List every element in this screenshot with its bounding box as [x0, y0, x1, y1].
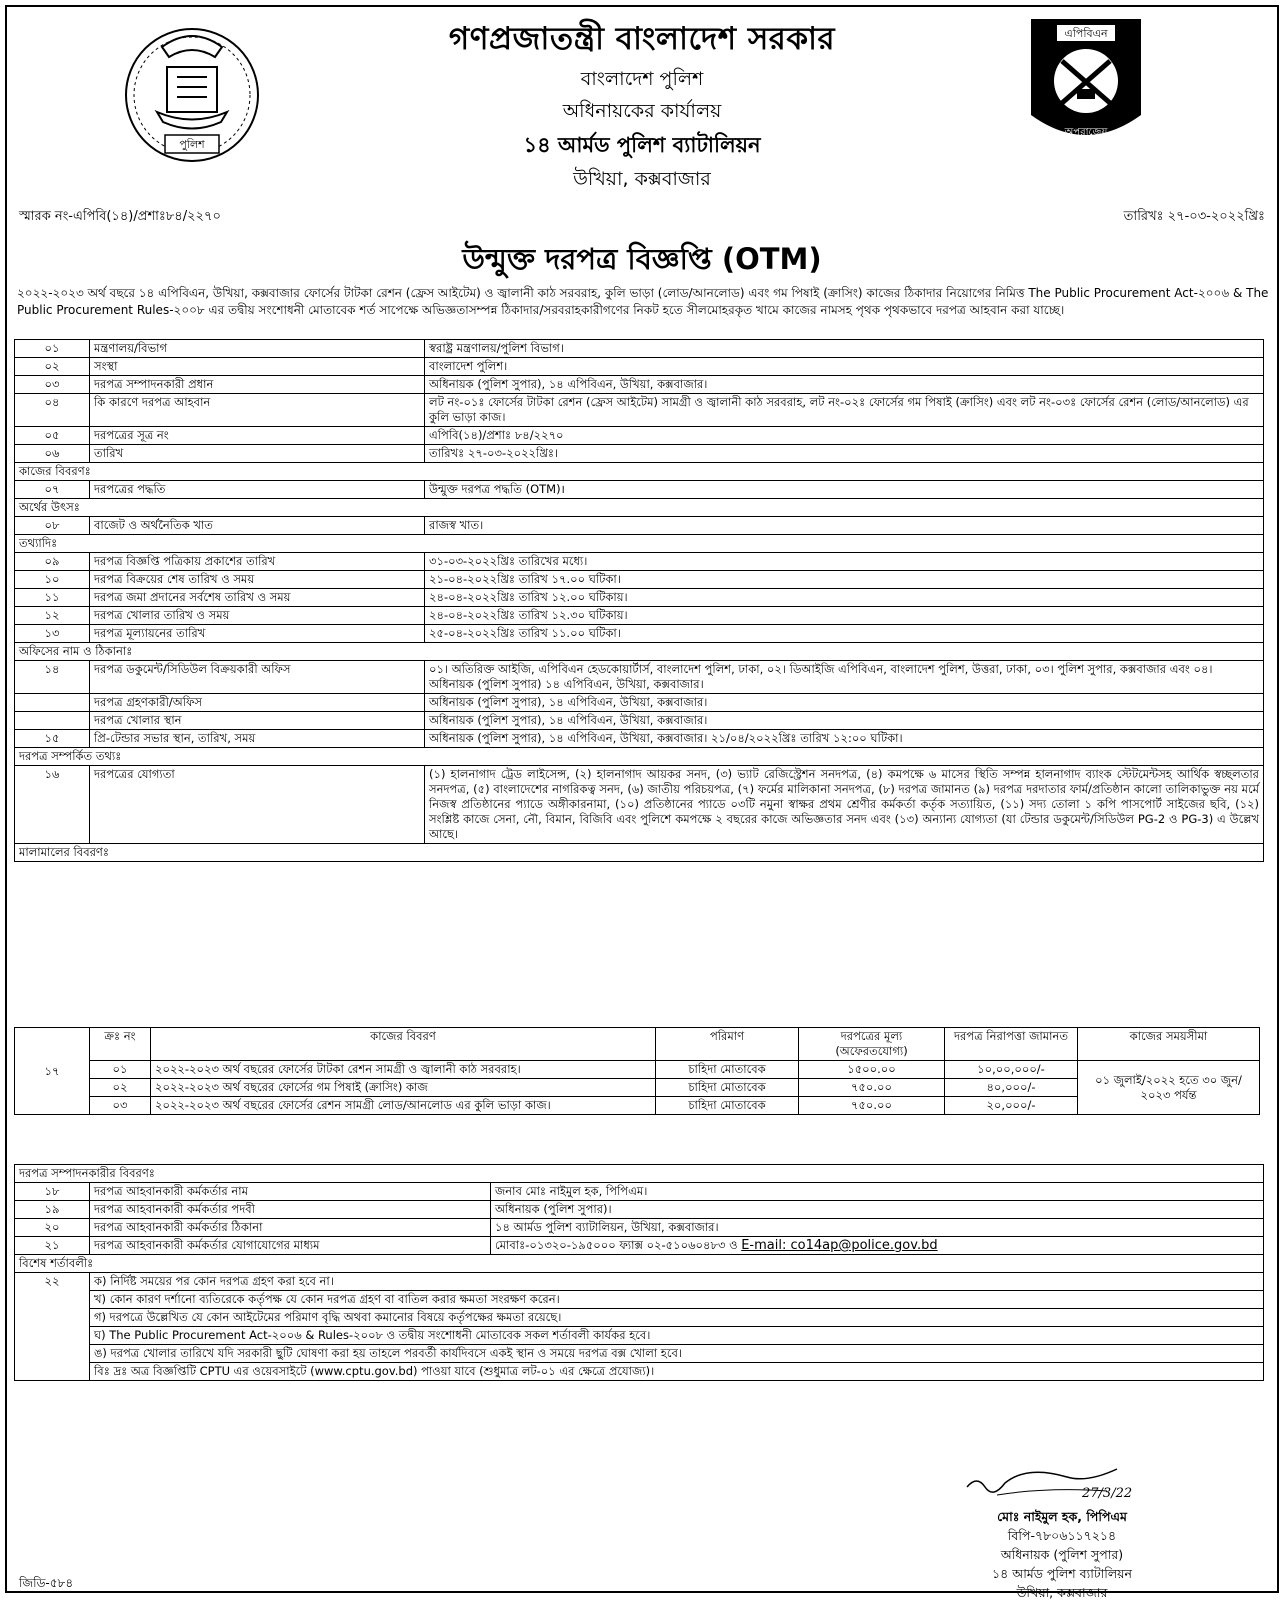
section-heading: অফিসের নাম ও ঠিকানাঃ [15, 643, 1264, 661]
row-label: কি কারণে দরপত্র আহবান [90, 394, 425, 427]
row-label: দরপত্র আহবানকারী কর্মকর্তার যোগাযোগের মাধ্যম [90, 1237, 491, 1255]
table-row [15, 427, 1264, 445]
row-number: ০৫ [15, 427, 90, 445]
row-value: ২৫-০৪-২০২২খ্রিঃ তারিখ ১১.০০ ঘটিকা। [425, 625, 1264, 643]
column-header: পরিমাণ [656, 1028, 799, 1061]
row-label: দরপত্র গ্রহণকারী/অফিস [90, 694, 425, 712]
row-value: বাংলাদেশ পুলিশ। [425, 358, 1264, 376]
table-row [15, 1201, 1264, 1219]
row-value: ২১-০৪-২০২২খ্রিঃ তারিখ ১৭.০০ ঘটিকা। [425, 571, 1264, 589]
table-row [15, 445, 1264, 463]
table-row [15, 589, 1264, 607]
section-heading-row [15, 463, 1264, 481]
table-row [15, 1273, 1264, 1291]
row-number: ১৮ [15, 1183, 90, 1201]
section-heading-row [15, 1165, 1264, 1183]
work-period: ০১ জুলাই/২০২২ হতে ৩০ জুন/২০২৩ পর্যন্ত [1078, 1061, 1260, 1115]
row-label: দরপত্র আহবানকারী কর্মকর্তার ঠিকানা [90, 1219, 491, 1237]
table-row [15, 1219, 1264, 1237]
section-heading: দরপত্র সম্পাদনকারীর বিবরণঃ [15, 1165, 1264, 1183]
emblem-text: পুলিশ [179, 138, 205, 151]
row-number: ২১ [15, 1237, 90, 1255]
item-serial: ০৩ [90, 1097, 151, 1115]
signature-block [947, 1507, 1177, 1602]
table-row [15, 1097, 1260, 1115]
row-value: এপিবি(১৪)/প্রশাঃ ৮৪/২২৭০ [425, 427, 1264, 445]
table-row [15, 712, 1264, 730]
row-label: দরপত্র সম্পাদনকারী প্রধান [90, 376, 425, 394]
row-value: তারিখঃ ২৭-০৩-২০২২খ্রিঃ। [425, 445, 1264, 463]
goods-table [14, 1027, 1260, 1115]
notice-title: উন্মুক্ত দরপত্র বিজ্ঞপ্তি (OTM) [462, 242, 822, 276]
row-label: বাজেট ও অর্থনৈতিক খাত [90, 517, 425, 535]
signature-icon [957, 1457, 1147, 1507]
row-number: ১৬ [15, 766, 90, 844]
executor-table [14, 1164, 1264, 1381]
column-header: ক্রঃ নং [90, 1028, 151, 1061]
term-item: ঘ) The Public Procurement Act-২০০৬ & Rules-২০০৮ ও তদ্বীয় সংশোধনী মোতাবেক সকল শর্তাবলী কার্যকর হবে। [90, 1327, 1264, 1345]
column-header: দরপত্র নিরাপত্তা জামানত [945, 1028, 1078, 1061]
item-price: ৭৫০.০০ [799, 1097, 945, 1115]
row-value: রাজস্ব খাত। [425, 517, 1264, 535]
row-number [15, 712, 90, 730]
section-heading-row [15, 535, 1264, 553]
row-value: অধিনায়ক (পুলিশ সুপার), ১৪ এপিবিএন, উখিয়া, কক্সবাজার। ২১/০৪/২০২২খ্রিঃ তারিখ ১২:০০ ঘটিকা। [425, 730, 1264, 748]
table-row [15, 1363, 1264, 1381]
row-number: ০৭ [15, 481, 90, 499]
row-label: দরপত্রের যোগ্যতা [90, 766, 425, 844]
section-heading-row [15, 748, 1264, 766]
row-number: ০৯ [15, 553, 90, 571]
logo-top-text: এপিবিএন [1064, 27, 1108, 40]
row-number: ২২ [15, 1273, 90, 1381]
column-header: কাজের সময়সীমা [1078, 1028, 1260, 1061]
row-value: লট নং-০১ঃ ফোর্সের টাটকা রেশন (ফ্রেস আইটেম) সামগ্রী ও জ্বালানী কাঠ সরবরাহ, লট নং-০২ঃ ফোর্সের গম পিষাই (ক্রাসিং) এবং লট নং-০৩ঃ ফোর্সের রেশন (লোড/আনলোড) এর কুলি ভাড়া কাজ। [425, 394, 1264, 427]
row-number: ০৪ [15, 394, 90, 427]
battalion-heading: ১৪ আর্মড পুলিশ ব্যাটালিয়ন [523, 133, 761, 157]
table-row [15, 766, 1264, 844]
column-header: কাজের বিবরণ [151, 1028, 656, 1061]
item-description: ২০২২-২০২৩ অর্থ বছরের ফোর্সের রেশন সামগ্রী লোড/আনলোড এর কুলি ভাড়া কাজ। [151, 1097, 656, 1115]
row-value: অধিনায়ক (পুলিশ সুপার), ১৪ এপিবিএন, উখিয়া, কক্সবাজার। [425, 694, 1264, 712]
section-heading: মালামালের বিবরণঃ [15, 844, 1264, 862]
table-row [15, 517, 1264, 535]
intro-paragraph: ২০২২-২০২৩ অর্থ বছরে ১৪ এপিবিএন, উখিয়া, কক্সবাজার ফোর্সের টাটকা রেশন (ফ্রেস আইটেম) ও জ্বালানী কাঠ সরবরাহ, কুলি ভাড়া (লোড/আনলোড) এবং গম পিষাই (ক্রাসিং) কাজের ঠিকাদার নিয়োগের নিমিত্ত The Public Procurement Act-২০০৬ & The Public Procurement Rules-২০০৮ এর তদ্বীয় সংশোধনী মোতাবেক শর্ত সাপেক্ষে অভিজ্ঞতাসম্পন্ন ঠিকাদার/সরবরাহকারীগণের নিকট হতে সীলমোহরকৃত খামে কাজের নামসহ পৃথক পৃথকভাবে দরপত্র আহবান করা যাচ্ছে। [17, 286, 1269, 317]
section-heading: দরপত্র সম্পর্কিত তথ্যঃ [15, 748, 1264, 766]
row-label: দরপত্র ডকুমেন্ট/সিডিউল বিক্রয়কারী অফিস [90, 661, 425, 694]
row-label: দরপত্র বিক্রয়ের শেষ তারিখ ও সময় [90, 571, 425, 589]
table-row [15, 694, 1264, 712]
row-label: দরপত্র খোলার স্থান [90, 712, 425, 730]
row-label: প্রি-টেন্ডার সভার স্থান, তারিখ, সময় [90, 730, 425, 748]
row-value: ২৪-০৪-২০২২খ্রিঃ তারিখ ১২.৩০ ঘটিকায়। [425, 607, 1264, 625]
term-item: গ) দরপত্রে উল্লেখিত যে কোন আইটেমের পরিমাণ বৃদ্ধি অথবা কমানোর বিষয়ে কর্তৃপক্ষের ক্ষমতা রয়েছে। [90, 1309, 1264, 1327]
column-header: দরপত্রের মূল্য (অফেরতযোগ্য) [799, 1028, 945, 1061]
item-security: ১০,০০,০০০/- [945, 1061, 1078, 1079]
notice-page [5, 5, 1279, 1600]
section-heading: বিশেষ শর্তাবলীঃ [15, 1255, 1264, 1273]
row-value: স্বরাষ্ট্র মন্ত্রণালয়/পুলিশ বিভাগ। [425, 340, 1264, 358]
item-serial: ০২ [90, 1079, 151, 1097]
row-label: দরপত্র খোলার তারিখ ও সময় [90, 607, 425, 625]
signature-date: 27/3/22 [1082, 1486, 1133, 1501]
table-row [15, 571, 1264, 589]
row-number: ১৪ [15, 661, 90, 694]
row-number: ২০ [15, 1219, 90, 1237]
row-label: দরপত্র বিজ্ঞপ্তি পত্রিকায় প্রকাশের তারিখ [90, 553, 425, 571]
row-label: দরপত্র আহবানকারী কর্মকর্তার নাম [90, 1183, 491, 1201]
term-item: বিঃ দ্রঃ অত্র বিজ্ঞপ্তিটি CPTU এর ওয়েবসাইটে (www.cptu.gov.bd) পাওয়া যাবে (শুধুমাত্র লট-০১ এর ক্ষেত্রে প্রযোজ্য)। [90, 1363, 1264, 1381]
row-value: অধিনায়ক (পুলিশ সুপার), ১৪ এপিবিএন, উখিয়া, কক্সবাজার। [425, 376, 1264, 394]
row-number [15, 694, 90, 712]
table-row [15, 1345, 1264, 1363]
table-row [15, 1309, 1264, 1327]
row-value: ৩১-০৩-২০২২খ্রিঃ তারিখের মধ্যে। [425, 553, 1264, 571]
item-price: ৭৫০.০০ [799, 1079, 945, 1097]
signatory-name: মোঃ নাইমুল হক, পিপিএম [997, 1509, 1127, 1524]
contact-phone: মোবাঃ-০১৩২০-১৯৫০০০ ফ্যাক্স ০২-৫১০৬০৪৮৩ ও [495, 1238, 738, 1252]
signatory-bp: বিপি-৭৮০৬১১৭২১৪ [1007, 1528, 1117, 1543]
row-number: ১১ [15, 589, 90, 607]
government-heading: গণপ্রজাতন্ত্রী বাংলাদেশ সরকার [448, 21, 836, 57]
item-quantity: চাহিদা মোতাবেক [656, 1097, 799, 1115]
signatory-designation: অধিনায়ক (পুলিশ সুপার) [1000, 1547, 1124, 1562]
table-row [15, 730, 1264, 748]
location-heading: উখিয়া, কক্সবাজার [573, 168, 711, 190]
section-heading-row [15, 643, 1264, 661]
item-security: ৪০,০০০/- [945, 1079, 1078, 1097]
row-label: মন্ত্রণালয়/বিভাগ [90, 340, 425, 358]
section-heading-row [15, 1255, 1264, 1273]
item-security: ২০,০০০/- [945, 1097, 1078, 1115]
table-row [15, 1183, 1264, 1201]
row-label: সংস্থা [90, 358, 425, 376]
row-value: অধিনায়ক (পুলিশ সুপার), ১৪ এপিবিএন, উখিয়া, কক্সবাজার। [425, 712, 1264, 730]
gd-number: জিডি-৫৮৪ [19, 1576, 74, 1590]
table-row [15, 1237, 1264, 1255]
section-heading: তথ্যাদিঃ [15, 535, 1264, 553]
table-row [15, 376, 1264, 394]
row-number: ০৩ [15, 376, 90, 394]
police-heading: বাংলাদেশ পুলিশ [580, 68, 704, 90]
section-heading-row [15, 499, 1264, 517]
notice-date: তারিখঃ ২৭-০৩-২০২২খ্রিঃ [1123, 209, 1265, 224]
row-number: ১৭ [15, 1028, 90, 1115]
item-description: ২০২২-২০২৩ অর্থ বছরের ফোর্সের টাটকা রেশন সামগ্রী ও জ্বালানী কাঠ সরবরাহ। [151, 1061, 656, 1079]
row-value: উন্মুক্ত দরপত্র পদ্ধতি (OTM)। [425, 481, 1264, 499]
row-label: দরপত্র জমা প্রদানের সর্বশেষ তারিখ ও সময় [90, 589, 425, 607]
item-serial: ০১ [90, 1061, 151, 1079]
item-description: ২০২২-২০২৩ অর্থ বছরের ফোর্সের গম পিষাই (ক্রাসিং) কাজ [151, 1079, 656, 1097]
row-number: ১৩ [15, 625, 90, 643]
row-label: দরপত্রের সূত্র নং [90, 427, 425, 445]
row-label: দরপত্র মূল্যায়নের তারিখ [90, 625, 425, 643]
row-value: অধিনায়ক (পুলিশ সুপার)। [491, 1201, 1264, 1219]
office-heading: অধিনায়কের কার্যালয় [562, 100, 722, 122]
row-number: ০৬ [15, 445, 90, 463]
signatory-unit: ১৪ আর্মড পুলিশ ব্যাটালিয়ন [992, 1566, 1132, 1581]
term-item: ক) নির্দিষ্ট সময়ের পর কোন দরপত্র গ্রহণ করা হবে না। [90, 1273, 1264, 1291]
row-number: ১৫ [15, 730, 90, 748]
row-number: ০৮ [15, 517, 90, 535]
goods-header-row [15, 1028, 1260, 1061]
tender-info-table [14, 339, 1264, 862]
row-label: দরপত্র আহবানকারী কর্মকর্তার পদবী [90, 1201, 491, 1219]
table-row [15, 340, 1264, 358]
table-row [15, 625, 1264, 643]
row-value [491, 1237, 1264, 1255]
table-row [15, 607, 1264, 625]
table-row [15, 481, 1264, 499]
contact-email-link[interactable]: E-mail: co14ap@police.gov.bd [741, 1238, 938, 1253]
table-row [15, 394, 1264, 427]
row-label: তারিখ [90, 445, 425, 463]
row-value: ১৪ আর্মড পুলিশ ব্যাটালিয়ন, উখিয়া, কক্সবাজার। [491, 1219, 1264, 1237]
logo-bottom-text: অপরাজেয় [1064, 127, 1108, 138]
memo-number: স্মারক নং-এপিবি(১৪)/প্রশাঃ৮৪/২২৭০ [19, 209, 221, 224]
table-row [15, 1327, 1264, 1345]
section-heading: অর্থের উৎসঃ [15, 499, 1264, 517]
table-row [15, 358, 1264, 376]
row-value: ০১। অতিরিক্ত আইজি, এপিবিএন হেডকোয়ার্টার্স, বাংলাদেশ পুলিশ, ঢাকা, ০২। ডিআইজি এপিবিএন, বাংলাদেশ পুলিশ, উত্তরা, ঢাকা, ০৩। পুলিশ সুপার, কক্সবাজার এবং ০৪। অধিনায়ক (পুলিশ সুপার) ১৪ এপিবিএন, উখিয়া, কক্সবাজার। [425, 661, 1264, 694]
section-heading-row [15, 844, 1264, 862]
row-value: (১) হালনাগাদ ট্রেড লাইসেন্স, (২) হালনাগাদ আয়কর সনদ, (৩) ভ্যাট রেজিস্ট্রেশন সনদপত্র, (৪) কমপক্ষে ৬ মাসের স্থিতি সম্পন্ন হালনাগাদ ব্যাংক স্টেটমেন্টসহ আর্থিক স্বচ্ছলতার সনদপত্র, (৫) বাংলাদেশের নাগরিকত্ব সনদ, (৬) জাতীয় পরিচয়পত্র, (৭) ফর্মের মালিকানা সনদপত্র, (৮) দরপত্র জামানত (৯) দরপত্র দরদাতার ফার্ম/প্রতিষ্ঠান কালো তালিকাভুক্ত নয় মর্মে নিজস্ব প্রতিষ্ঠানের প্যাডে অঙ্গীকারনামা, (১০) প্রতিষ্ঠানের প্যাডে ০৩টি নমুনা স্বাক্ষর প্রথম শ্রেণীর কর্মকর্তা কর্তৃক সত্যায়িত, (১১) সদ্য তোলা ১ কপি পাসপোর্ট সাইজের ছবি, (১২) সংশ্লিষ্ট কাজে সেনা, নৌ, বিমান, বিজিবি এবং পুলিশে কমপক্ষে ২ বছরের কাজে অভিজ্ঞতার সনদ এবং (১৩) অন্যান্য যোগ্যতা (যা টেন্ডার ডকুমেন্ট/সিডিউল PG-2 ও PG-3) এ উল্লেখ আছে। [425, 766, 1264, 844]
item-quantity: চাহিদা মোতাবেক [656, 1079, 799, 1097]
item-price: ১৫০০.০০ [799, 1061, 945, 1079]
table-row [15, 553, 1264, 571]
table-row [15, 1291, 1264, 1309]
row-number: ০২ [15, 358, 90, 376]
table-row [15, 1079, 1260, 1097]
row-value: ২৪-০৪-২০২২খ্রিঃ তারিখ ১২.০০ ঘটিকায়। [425, 589, 1264, 607]
section-heading: কাজের বিবরণঃ [15, 463, 1264, 481]
signatory-place: উখিয়া, কক্সবাজার [1016, 1585, 1108, 1600]
term-item: খ) কোন কারণ দর্শানো ব্যতিরেকে কর্তৃপক্ষ যে কোন দরপত্র গ্রহণ বা বাতিল করার ক্ষমতা সংরক্ষণ করেন। [90, 1291, 1264, 1309]
row-number: ১৯ [15, 1201, 90, 1219]
row-label: দরপত্রের পদ্ধতি [90, 481, 425, 499]
row-value: জনাব মোঃ নাইমুল হক, পিপিএম। [491, 1183, 1264, 1201]
table-row [15, 1061, 1260, 1079]
table-row [15, 661, 1264, 694]
item-quantity: চাহিদা মোতাবেক [656, 1061, 799, 1079]
row-number: ০১ [15, 340, 90, 358]
row-number: ১২ [15, 607, 90, 625]
row-number: ১০ [15, 571, 90, 589]
term-item: ঙ) দরপত্র খোলার তারিখে যদি সরকারী ছুটি ঘোষণা করা হয় তাহলে পরবর্তী কার্যদিবসে একই স্থান ও সময়ে দরপত্র বক্স খোলা হবে। [90, 1345, 1264, 1363]
